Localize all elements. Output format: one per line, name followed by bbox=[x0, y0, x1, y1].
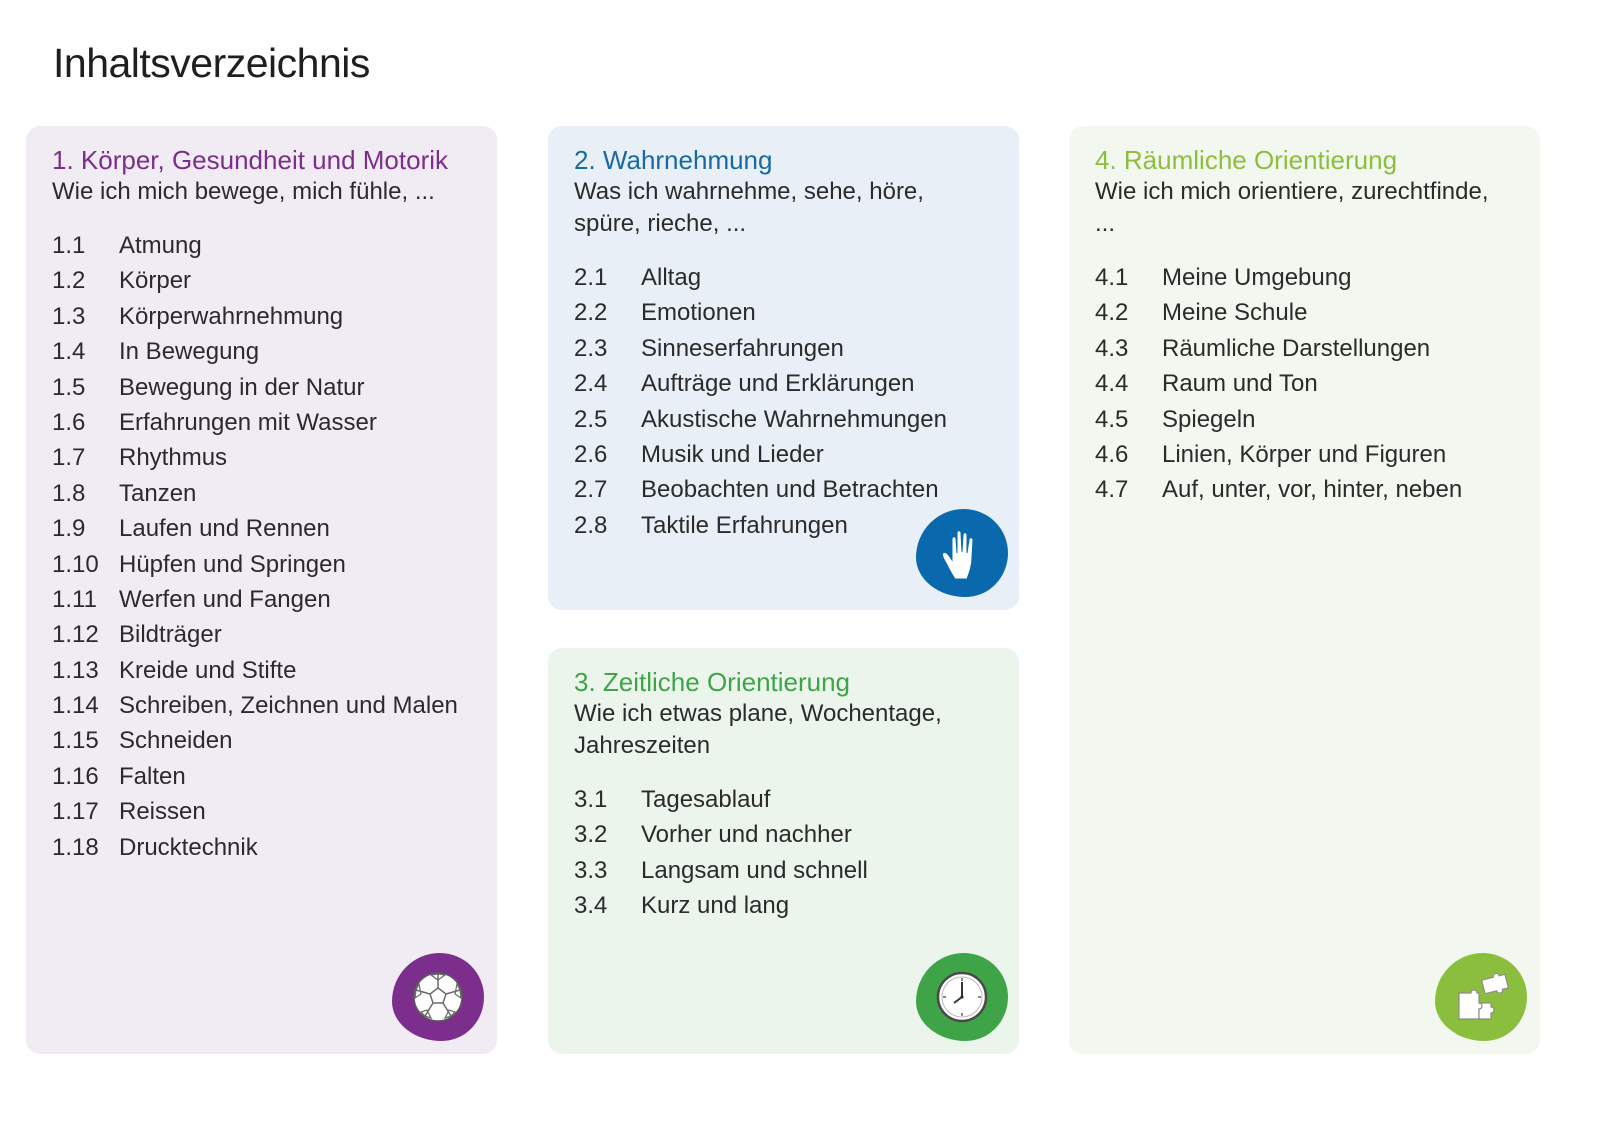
toc-item-number: 1.7 bbox=[52, 444, 86, 472]
toc-item bbox=[52, 759, 471, 794]
toc-item bbox=[52, 582, 471, 617]
toc-item-label: Aufträge und Erklärungen bbox=[641, 370, 915, 398]
soccer-ball-icon bbox=[392, 953, 484, 1041]
toc-item bbox=[52, 334, 471, 369]
toc-item bbox=[52, 794, 471, 829]
toc-item-number: 1.3 bbox=[52, 302, 86, 330]
toc-item-label: Drucktechnik bbox=[119, 833, 258, 861]
toc-item-label: Hüpfen und Springen bbox=[119, 550, 346, 578]
toc-item-label: Körper bbox=[119, 267, 192, 295]
toc-item-number: 1.11 bbox=[52, 585, 97, 613]
toc-item-label: Kreide und Stifte bbox=[119, 656, 297, 684]
puzzle-icon bbox=[1435, 953, 1527, 1041]
toc-item-label: Akustische Wahrnehmungen bbox=[641, 405, 947, 433]
toc-item bbox=[574, 260, 993, 295]
toc-item-label: Meine Schule bbox=[1162, 299, 1308, 327]
toc-item-number: 1.6 bbox=[52, 408, 86, 436]
section-subtitle: Wie ich mich bewege, mich fühle, ... bbox=[52, 178, 435, 205]
toc-item bbox=[52, 617, 471, 652]
toc-item bbox=[52, 405, 471, 440]
toc-item-label: Kurz und lang bbox=[641, 892, 790, 920]
toc-item-number: 3.4 bbox=[574, 892, 608, 920]
toc-item-label: Laufen und Rennen bbox=[119, 515, 330, 543]
toc-item-number: 1.2 bbox=[52, 267, 86, 295]
toc-item bbox=[574, 366, 993, 401]
toc-item bbox=[52, 263, 471, 298]
toc-item bbox=[52, 723, 471, 758]
toc-list bbox=[52, 228, 471, 865]
toc-item bbox=[574, 817, 993, 852]
toc-item-label: Sinneserfahrungen bbox=[641, 334, 844, 362]
toc-item bbox=[52, 511, 471, 546]
toc-item-label: Werfen und Fangen bbox=[119, 585, 331, 613]
toc-item-number: 1.12 bbox=[52, 621, 99, 649]
toc-list bbox=[574, 260, 993, 543]
toc-item-number: 1.14 bbox=[52, 692, 99, 720]
section-title: 3. Zeitliche Orientierung bbox=[574, 667, 851, 697]
toc-item-label: Rhythmus bbox=[119, 444, 228, 472]
toc-item bbox=[1095, 437, 1514, 472]
toc-item bbox=[1095, 260, 1514, 295]
toc-item-number: 2.5 bbox=[574, 405, 608, 433]
toc-item bbox=[574, 853, 993, 888]
toc-item-label: Atmung bbox=[119, 232, 202, 259]
toc-item-label: Falten bbox=[119, 762, 186, 790]
toc-item-number: 3.2 bbox=[574, 821, 608, 849]
toc-item-label: Linien, Körper und Figuren bbox=[1162, 440, 1447, 468]
section-wahrnehmung bbox=[548, 126, 1019, 610]
toc-item bbox=[52, 299, 471, 334]
toc-item-number: 4.3 bbox=[1095, 334, 1129, 362]
toc-item bbox=[1095, 402, 1514, 437]
toc-list bbox=[1095, 260, 1514, 508]
toc-item-number: 1.15 bbox=[52, 727, 99, 755]
toc-item bbox=[574, 437, 993, 472]
toc-item bbox=[52, 547, 471, 582]
toc-item-label: Meine Umgebung bbox=[1162, 264, 1352, 291]
toc-item-number: 2.3 bbox=[574, 334, 608, 362]
toc-item-label: Bildträger bbox=[119, 621, 222, 649]
toc-item-label: Körperwahrnehmung bbox=[119, 302, 344, 330]
toc-item-number: 1.16 bbox=[52, 762, 99, 790]
section-zeitliche-orientierung bbox=[548, 648, 1019, 1054]
toc-item bbox=[1095, 295, 1514, 330]
toc-item-label: Reissen bbox=[119, 798, 206, 826]
toc-item-number: 1.4 bbox=[52, 338, 86, 366]
toc-item-number: 1.13 bbox=[52, 656, 99, 684]
toc-item bbox=[52, 370, 471, 405]
toc-item-label: Beobachten und Betrachten bbox=[641, 476, 939, 504]
toc-item-label: Bewegung in der Natur bbox=[119, 373, 365, 401]
section-raeumliche-orientierung bbox=[1069, 126, 1540, 1054]
toc-item bbox=[52, 228, 471, 263]
toc-item-number: 4.4 bbox=[1095, 370, 1129, 398]
toc-item bbox=[52, 476, 471, 511]
section-title: 1. Körper, Gesundheit und Motorik bbox=[52, 145, 449, 175]
toc-item-label: Tagesablauf bbox=[641, 786, 771, 813]
toc-item-number: 2.7 bbox=[574, 476, 608, 504]
section-subtitle: Was ich wahrnehme, sehe, höre, spüre, rieche, ... bbox=[574, 178, 924, 237]
toc-item-label: Langsam und schnell bbox=[641, 856, 868, 884]
toc-item-label: Tanzen bbox=[119, 479, 197, 507]
toc-item-number: 2.8 bbox=[574, 511, 608, 539]
toc-list bbox=[574, 782, 993, 924]
toc-item bbox=[52, 830, 471, 865]
toc-item-number: 3.1 bbox=[574, 786, 608, 813]
toc-item bbox=[574, 472, 993, 507]
toc-item bbox=[52, 653, 471, 688]
section-title: 4. Räumliche Orientierung bbox=[1095, 145, 1398, 175]
toc-item-number: 1.8 bbox=[52, 479, 86, 507]
toc-item bbox=[574, 331, 993, 366]
toc-item-label: Erfahrungen mit Wasser bbox=[119, 408, 377, 436]
toc-item-number: 3.3 bbox=[574, 856, 608, 884]
toc-item-number: 4.7 bbox=[1095, 476, 1129, 504]
toc-item-number: 4.5 bbox=[1095, 405, 1129, 433]
toc-item-label: Alltag bbox=[641, 264, 702, 291]
section-title: 2. Wahrnehmung bbox=[574, 145, 773, 175]
toc-item-label: Taktile Erfahrungen bbox=[641, 511, 848, 539]
toc-item bbox=[574, 295, 993, 330]
toc-item bbox=[1095, 331, 1514, 366]
toc-item bbox=[52, 688, 471, 723]
toc-item-label: In Bewegung bbox=[119, 338, 260, 366]
toc-item-number: 2.1 bbox=[574, 264, 608, 291]
clock-icon bbox=[916, 953, 1008, 1041]
toc-item-label: Schreiben, Zeichnen und Malen bbox=[119, 692, 458, 720]
toc-item-number: 1.18 bbox=[52, 833, 99, 861]
section-subtitle: Wie ich mich orientiere, zurechtfinde, ... bbox=[1095, 178, 1489, 237]
toc-item bbox=[574, 782, 993, 817]
toc-item-label: Vorher und nachher bbox=[641, 821, 852, 849]
toc-item-number: 1.1 bbox=[52, 232, 86, 259]
toc-item-label: Räumliche Darstellungen bbox=[1162, 334, 1431, 362]
toc-item-number: 1.10 bbox=[52, 550, 99, 578]
toc-item bbox=[574, 402, 993, 437]
toc-item-label: Emotionen bbox=[641, 299, 756, 327]
hand-icon bbox=[916, 509, 1008, 597]
toc-item-number: 1.17 bbox=[52, 798, 99, 826]
toc-item-number: 2.6 bbox=[574, 440, 608, 468]
section-subtitle: Wie ich etwas plane, Wochentage, Jahreszeiten bbox=[574, 700, 942, 759]
toc-item-number: 2.4 bbox=[574, 370, 608, 398]
toc-item-number: 1.5 bbox=[52, 373, 86, 401]
toc-item-number: 4.1 bbox=[1095, 264, 1129, 291]
toc-item-number: 4.2 bbox=[1095, 299, 1129, 327]
toc-item bbox=[1095, 366, 1514, 401]
toc-item-number: 4.6 bbox=[1095, 440, 1129, 468]
toc-item bbox=[574, 888, 993, 923]
toc-item-number: 1.9 bbox=[52, 515, 86, 543]
toc-item bbox=[1095, 472, 1514, 507]
toc-item-number: 2.2 bbox=[574, 299, 608, 327]
section-koerper bbox=[26, 126, 497, 1054]
toc-item-label: Auf, unter, vor, hinter, neben bbox=[1162, 476, 1463, 504]
toc-item-label: Schneiden bbox=[119, 727, 233, 755]
toc-item-label: Musik und Lieder bbox=[641, 440, 824, 468]
toc-item-label: Raum und Ton bbox=[1162, 370, 1318, 398]
toc-item-label: Spiegeln bbox=[1162, 405, 1256, 433]
toc-item bbox=[52, 440, 471, 475]
page-title: Inhaltsverzeichnis bbox=[53, 40, 370, 86]
